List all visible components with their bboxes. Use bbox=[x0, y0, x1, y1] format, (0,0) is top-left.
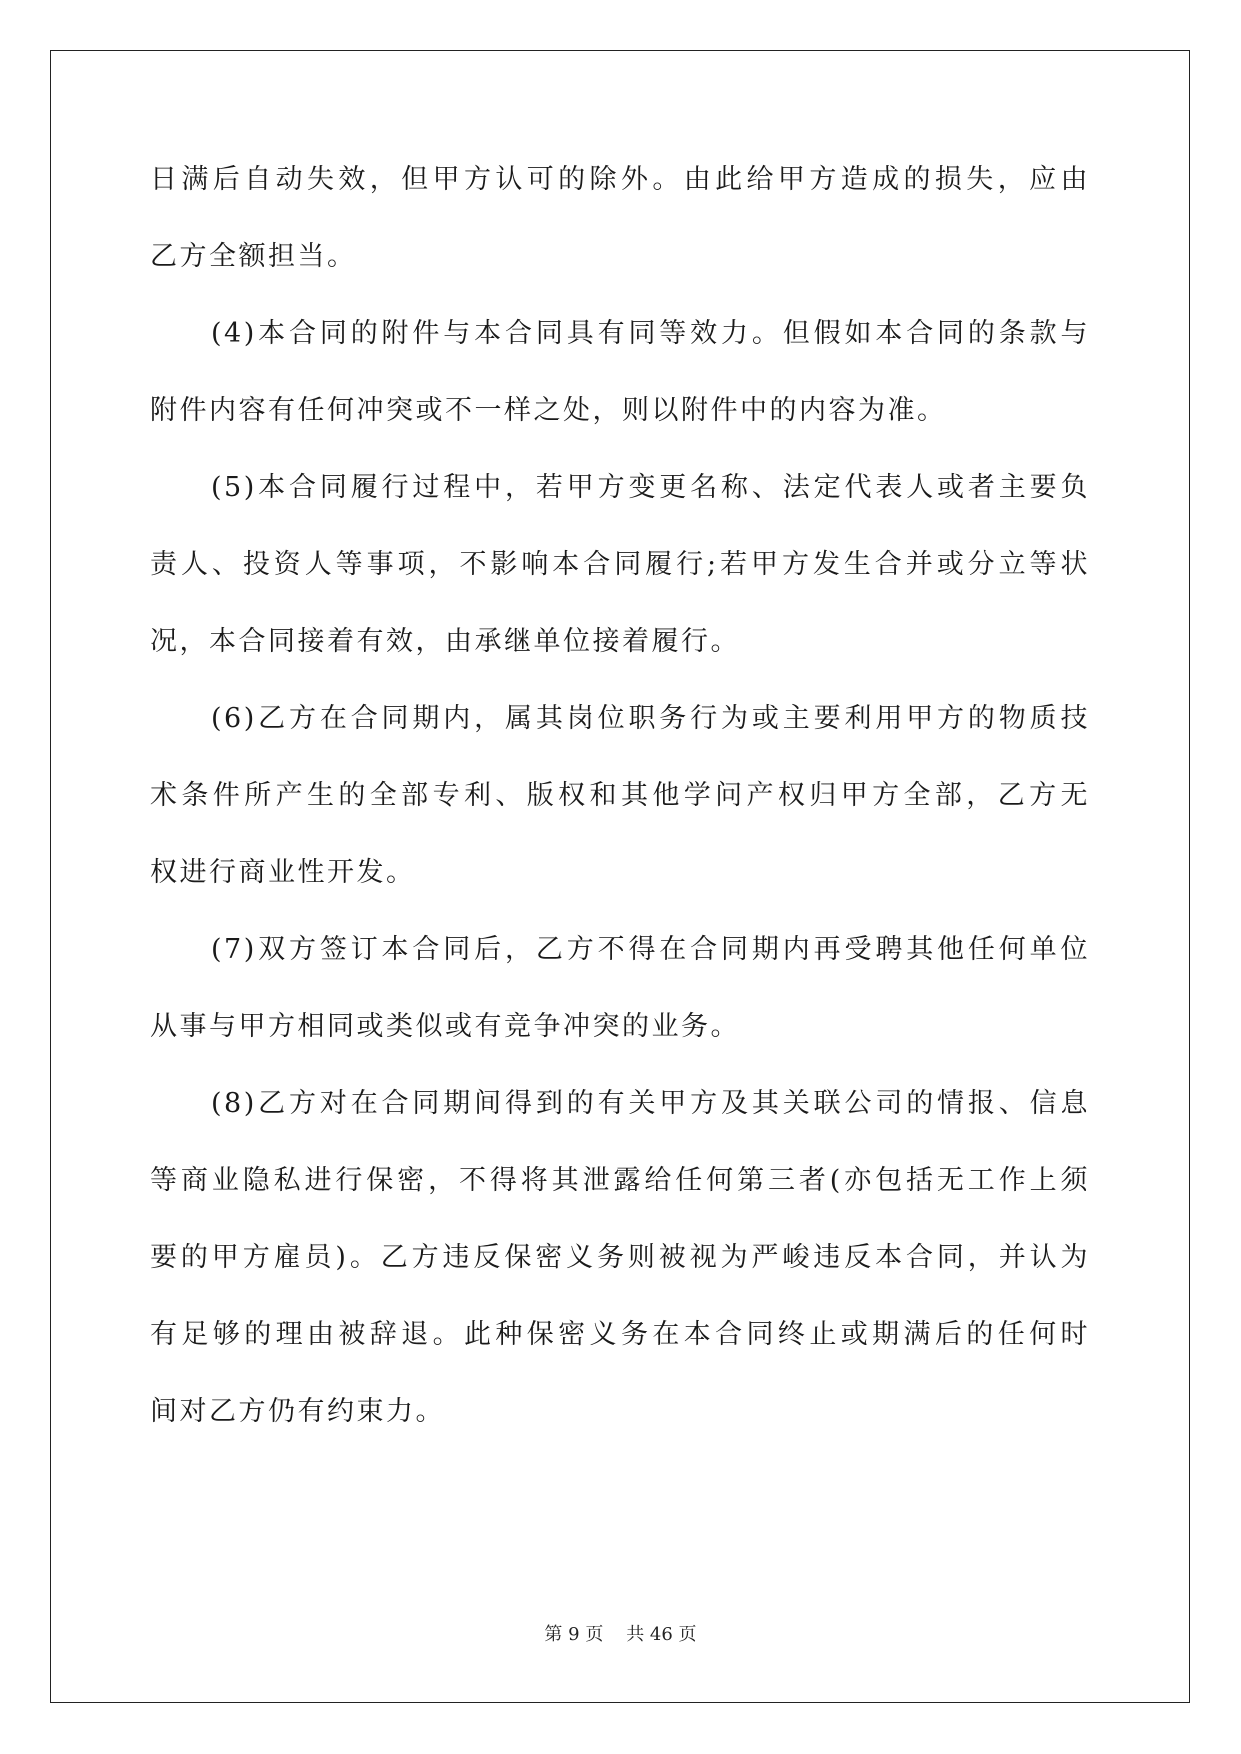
text-line: 权进行商业性开发。 bbox=[150, 857, 416, 888]
text-line: 间对乙方仍有约束力。 bbox=[150, 1396, 445, 1427]
paragraph-7-line: (7)双方签订本合同后，乙方不得在合同期内再受聘其他任何单位 bbox=[211, 934, 1090, 965]
paragraph-4-line: (4)本合同的附件与本合同具有同等效力。但假如本合同的条款与 bbox=[211, 318, 1090, 349]
text-line: 责人、投资人等事项，不影响本合同履行;若甲方发生合并或分立等状 bbox=[150, 549, 1090, 580]
text-line: 日满后自动失效，但甲方认可的除外。由此给甲方造成的损失，应由 bbox=[150, 164, 1090, 195]
text-line: 附件内容有任何冲突或不一样之处，则以附件中的内容为准。 bbox=[150, 395, 947, 426]
paragraph-5-line: (5)本合同履行过程中，若甲方变更名称、法定代表人或者主要负 bbox=[211, 472, 1090, 503]
text-line: 乙方全额担当。 bbox=[150, 241, 357, 272]
text-line: 从事与甲方相同或类似或有竞争冲突的业务。 bbox=[150, 1011, 740, 1042]
text-line: 有足够的理由被辞退。此种保密义务在本合同终止或期满后的任何时 bbox=[150, 1319, 1090, 1350]
page-number-footer: 第 9 页 共 46 页 bbox=[544, 1624, 697, 1645]
text-line: 要的甲方雇员)。乙方违反保密义务则被视为严峻违反本合同，并认为 bbox=[150, 1242, 1090, 1273]
text-line: 况，本合同接着有效，由承继单位接着履行。 bbox=[150, 626, 740, 657]
paragraph-8-line: (8)乙方对在合同期间得到的有关甲方及其关联公司的情报、信息 bbox=[211, 1088, 1090, 1119]
text-line: 术条件所产生的全部专利、版权和其他学问产权归甲方全部，乙方无 bbox=[150, 780, 1090, 811]
text-line: 等商业隐私进行保密，不得将其泄露给任何第三者(亦包括无工作上须 bbox=[150, 1165, 1090, 1196]
paragraph-6-line: (6)乙方在合同期内，属其岗位职务行为或主要利用甲方的物质技 bbox=[211, 703, 1090, 734]
